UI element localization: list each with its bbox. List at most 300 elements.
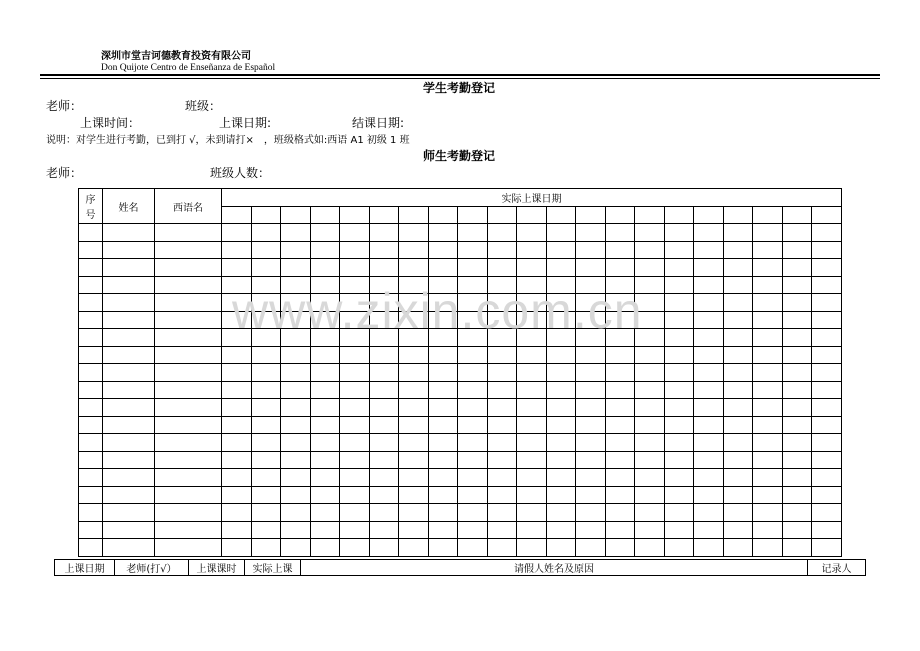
table-cell xyxy=(399,521,429,539)
table-cell xyxy=(369,241,399,259)
leave-header-row xyxy=(55,560,866,576)
table-cell xyxy=(369,416,399,434)
table-cell xyxy=(694,416,724,434)
table-cell xyxy=(310,399,340,417)
table-cell xyxy=(664,259,694,277)
table-cell xyxy=(281,364,311,382)
table-cell xyxy=(428,539,458,557)
date-cell xyxy=(546,206,576,224)
table-cell xyxy=(458,416,488,434)
table-cell xyxy=(782,346,812,364)
table-cell xyxy=(605,224,635,242)
table-cell xyxy=(399,241,429,259)
table-cell xyxy=(310,434,340,452)
table-cell xyxy=(723,539,753,557)
table-cell xyxy=(79,294,103,312)
table-cell xyxy=(428,399,458,417)
table-cell xyxy=(753,364,783,382)
table-cell xyxy=(753,399,783,417)
table-cell xyxy=(458,451,488,469)
table-cell xyxy=(369,451,399,469)
table-cell xyxy=(428,416,458,434)
teacher-student-attendance-title: 师生考勤登记 xyxy=(423,149,496,163)
table-cell xyxy=(310,504,340,522)
table-cell xyxy=(222,259,252,277)
table-cell xyxy=(340,259,370,277)
table-cell xyxy=(79,434,103,452)
table-cell xyxy=(281,451,311,469)
table-cell xyxy=(103,381,155,399)
date-cell xyxy=(782,206,812,224)
table-cell xyxy=(546,451,576,469)
table-cell xyxy=(782,521,812,539)
table-cell xyxy=(340,381,370,399)
instructions-note: 说明：对学生进行考勤，已到打 √，未到请打× ，班级格式如:西语 A1 初级 1 班 xyxy=(46,135,410,146)
table-cell xyxy=(546,241,576,259)
table-cell xyxy=(79,346,103,364)
table-cell xyxy=(517,364,547,382)
table-cell xyxy=(664,381,694,399)
table-row xyxy=(79,486,842,504)
table-row xyxy=(79,434,842,452)
table-cell xyxy=(155,539,222,557)
table-cell xyxy=(546,504,576,522)
table-cell xyxy=(753,486,783,504)
table-cell xyxy=(369,504,399,522)
table-cell xyxy=(605,416,635,434)
date-cell xyxy=(340,206,370,224)
table-cell xyxy=(369,259,399,277)
table-cell xyxy=(155,416,222,434)
table-cell xyxy=(428,346,458,364)
table-cell xyxy=(310,469,340,487)
table-cell xyxy=(340,469,370,487)
table-cell xyxy=(782,451,812,469)
date-cell xyxy=(369,206,399,224)
table-cell xyxy=(79,381,103,399)
table-cell xyxy=(428,451,458,469)
table-cell xyxy=(281,504,311,522)
table-cell xyxy=(694,276,724,294)
table-cell xyxy=(753,504,783,522)
table-cell xyxy=(576,224,606,242)
table-cell xyxy=(753,539,783,557)
table-row xyxy=(79,521,842,539)
table-row xyxy=(79,381,842,399)
table-cell xyxy=(79,451,103,469)
table-cell xyxy=(487,521,517,539)
table-cell xyxy=(487,451,517,469)
table-cell xyxy=(576,539,606,557)
table-cell xyxy=(664,276,694,294)
table-row xyxy=(79,241,842,259)
table-cell xyxy=(576,504,606,522)
table-cell xyxy=(428,364,458,382)
table-cell xyxy=(369,399,399,417)
table-cell xyxy=(723,399,753,417)
table-cell xyxy=(753,294,783,312)
table-cell xyxy=(723,241,753,259)
table-cell xyxy=(79,329,103,347)
table-cell xyxy=(340,416,370,434)
table-cell xyxy=(222,539,252,557)
table-cell xyxy=(753,381,783,399)
table-cell xyxy=(635,416,665,434)
table-cell xyxy=(155,399,222,417)
table-cell xyxy=(664,241,694,259)
table-cell xyxy=(487,224,517,242)
table-cell xyxy=(635,469,665,487)
table-cell xyxy=(635,259,665,277)
table-cell xyxy=(103,504,155,522)
table-cell xyxy=(723,381,753,399)
table-cell xyxy=(369,469,399,487)
table-cell xyxy=(723,469,753,487)
table-cell xyxy=(605,381,635,399)
table-cell xyxy=(340,451,370,469)
table-cell xyxy=(694,469,724,487)
table-cell xyxy=(251,416,281,434)
table-cell xyxy=(812,399,842,417)
table-cell xyxy=(103,521,155,539)
table-cell xyxy=(79,399,103,417)
leave-col-teacher-check: 老师(打√） xyxy=(115,560,189,576)
table-cell xyxy=(487,346,517,364)
table-cell xyxy=(340,399,370,417)
table-cell xyxy=(281,241,311,259)
teacher-label: 老师： xyxy=(46,99,83,113)
table-cell xyxy=(753,241,783,259)
table-cell xyxy=(369,364,399,382)
table-cell xyxy=(79,504,103,522)
table-cell xyxy=(576,521,606,539)
table-cell xyxy=(79,224,103,242)
table-cell xyxy=(723,276,753,294)
class-label: 班级： xyxy=(185,99,222,113)
table-cell xyxy=(251,346,281,364)
table-cell xyxy=(753,311,783,329)
table-cell xyxy=(723,521,753,539)
table-cell xyxy=(546,259,576,277)
table-cell xyxy=(399,259,429,277)
table-cell xyxy=(428,434,458,452)
table-cell xyxy=(694,259,724,277)
table-cell xyxy=(399,399,429,417)
table-cell xyxy=(458,259,488,277)
table-cell xyxy=(812,346,842,364)
col-header-no: 序 号 xyxy=(79,189,103,224)
table-cell xyxy=(369,346,399,364)
table-cell xyxy=(222,224,252,242)
table-cell xyxy=(605,486,635,504)
table-cell xyxy=(576,381,606,399)
table-cell xyxy=(753,451,783,469)
table-cell xyxy=(723,329,753,347)
leave-record-table xyxy=(54,559,866,576)
table-cell xyxy=(605,346,635,364)
table-cell xyxy=(546,434,576,452)
leave-col-date: 上课日期 xyxy=(55,560,115,576)
table-cell xyxy=(399,451,429,469)
table-cell xyxy=(155,259,222,277)
leave-col-recorder: 记录人 xyxy=(808,560,866,576)
table-cell xyxy=(487,416,517,434)
table-cell xyxy=(664,486,694,504)
table-cell xyxy=(487,539,517,557)
table-cell xyxy=(753,259,783,277)
table-cell xyxy=(605,259,635,277)
table-cell xyxy=(103,294,155,312)
table-cell xyxy=(753,329,783,347)
table-cell xyxy=(694,521,724,539)
table-cell xyxy=(155,329,222,347)
table-cell xyxy=(487,259,517,277)
table-cell xyxy=(155,311,222,329)
leave-col-actual: 实际上课 xyxy=(245,560,301,576)
table-cell xyxy=(517,521,547,539)
table-cell xyxy=(487,504,517,522)
table-cell xyxy=(664,329,694,347)
table-cell xyxy=(103,434,155,452)
table-cell xyxy=(428,486,458,504)
table-cell xyxy=(723,294,753,312)
table-cell xyxy=(103,364,155,382)
table-cell xyxy=(605,241,635,259)
table-cell xyxy=(664,294,694,312)
table-cell xyxy=(399,504,429,522)
table-cell xyxy=(782,399,812,417)
table-cell xyxy=(576,346,606,364)
table-cell xyxy=(310,381,340,399)
table-cell xyxy=(812,364,842,382)
table-cell xyxy=(812,276,842,294)
table-cell xyxy=(782,539,812,557)
table-cell xyxy=(635,346,665,364)
table-cell xyxy=(694,539,724,557)
table-cell xyxy=(635,434,665,452)
table-cell xyxy=(635,399,665,417)
table-cell xyxy=(458,521,488,539)
table-cell xyxy=(458,504,488,522)
table-cell xyxy=(428,521,458,539)
table-cell xyxy=(635,241,665,259)
date-cell xyxy=(753,206,783,224)
table-cell xyxy=(79,259,103,277)
table-cell xyxy=(399,381,429,399)
table-cell xyxy=(222,521,252,539)
table-cell xyxy=(723,346,753,364)
table-cell xyxy=(605,434,635,452)
table-cell xyxy=(664,504,694,522)
table-cell xyxy=(546,416,576,434)
table-cell xyxy=(812,539,842,557)
table-cell xyxy=(546,381,576,399)
table-cell xyxy=(458,469,488,487)
table-cell xyxy=(487,241,517,259)
table-cell xyxy=(340,346,370,364)
table-cell xyxy=(723,504,753,522)
table-cell xyxy=(782,276,812,294)
table-cell xyxy=(517,399,547,417)
table-cell xyxy=(399,224,429,242)
table-cell xyxy=(782,416,812,434)
table-header-row-1 xyxy=(79,189,842,207)
table-cell xyxy=(605,469,635,487)
table-cell xyxy=(694,486,724,504)
table-cell xyxy=(428,224,458,242)
table-cell xyxy=(79,311,103,329)
date-cell xyxy=(812,206,842,224)
table-cell xyxy=(517,224,547,242)
table-cell xyxy=(812,451,842,469)
table-cell xyxy=(428,469,458,487)
table-cell xyxy=(103,329,155,347)
table-cell xyxy=(694,294,724,312)
table-cell xyxy=(576,486,606,504)
table-cell xyxy=(155,504,222,522)
date-cell xyxy=(310,206,340,224)
table-cell xyxy=(222,416,252,434)
table-cell xyxy=(546,486,576,504)
table-cell xyxy=(310,486,340,504)
date-cell xyxy=(487,206,517,224)
table-cell xyxy=(281,346,311,364)
table-cell xyxy=(103,469,155,487)
table-cell xyxy=(576,434,606,452)
table-cell xyxy=(664,399,694,417)
date-cell xyxy=(251,206,281,224)
date-cell xyxy=(399,206,429,224)
table-cell xyxy=(546,469,576,487)
table-cell xyxy=(782,224,812,242)
table-cell xyxy=(487,434,517,452)
company-name-es: Don Quijote Centro de Enseñanza de Español xyxy=(101,63,276,73)
table-cell xyxy=(664,451,694,469)
table-cell xyxy=(694,241,724,259)
table-cell xyxy=(458,364,488,382)
table-cell xyxy=(251,451,281,469)
table-cell xyxy=(812,469,842,487)
table-cell xyxy=(103,259,155,277)
table-cell xyxy=(251,241,281,259)
table-cell xyxy=(281,259,311,277)
table-cell xyxy=(155,364,222,382)
table-cell xyxy=(546,224,576,242)
table-cell xyxy=(155,294,222,312)
table-cell xyxy=(155,434,222,452)
table-row xyxy=(79,416,842,434)
table-cell xyxy=(723,259,753,277)
table-cell xyxy=(155,224,222,242)
table-cell xyxy=(251,224,281,242)
table-cell xyxy=(517,346,547,364)
table-cell xyxy=(782,259,812,277)
start-date-label: 上课日期: xyxy=(219,116,272,130)
table-cell xyxy=(340,504,370,522)
date-cell xyxy=(635,206,665,224)
table-cell xyxy=(79,276,103,294)
table-cell xyxy=(723,311,753,329)
table-cell xyxy=(664,469,694,487)
table-cell xyxy=(103,346,155,364)
table-cell xyxy=(664,364,694,382)
table-cell xyxy=(369,521,399,539)
table-cell xyxy=(694,346,724,364)
table-cell xyxy=(576,451,606,469)
table-cell xyxy=(782,241,812,259)
table-cell xyxy=(812,416,842,434)
table-cell xyxy=(428,259,458,277)
table-row xyxy=(79,224,842,242)
table-cell xyxy=(222,381,252,399)
table-cell xyxy=(310,364,340,382)
table-cell xyxy=(694,224,724,242)
table-cell xyxy=(546,521,576,539)
table-cell xyxy=(399,364,429,382)
table-cell xyxy=(281,416,311,434)
table-cell xyxy=(664,346,694,364)
table-cell xyxy=(428,381,458,399)
table-cell xyxy=(487,399,517,417)
table-row xyxy=(79,451,842,469)
table-cell xyxy=(340,224,370,242)
date-cell xyxy=(664,206,694,224)
table-cell xyxy=(251,364,281,382)
table-cell xyxy=(79,539,103,557)
table-cell xyxy=(281,381,311,399)
table-cell xyxy=(723,451,753,469)
table-cell xyxy=(251,539,281,557)
table-cell xyxy=(605,451,635,469)
table-cell xyxy=(723,224,753,242)
table-cell xyxy=(605,399,635,417)
table-cell xyxy=(812,311,842,329)
table-cell xyxy=(369,434,399,452)
table-cell xyxy=(782,469,812,487)
table-cell xyxy=(340,539,370,557)
table-cell xyxy=(155,276,222,294)
date-cell xyxy=(694,206,724,224)
table-cell xyxy=(782,311,812,329)
table-cell xyxy=(155,241,222,259)
table-row xyxy=(79,399,842,417)
table-cell xyxy=(79,364,103,382)
table-cell xyxy=(222,434,252,452)
table-cell xyxy=(251,521,281,539)
table-cell xyxy=(694,399,724,417)
table-cell xyxy=(155,451,222,469)
col-header-dates: 实际上课日期 xyxy=(222,189,842,207)
table-cell xyxy=(251,486,281,504)
table-cell xyxy=(251,469,281,487)
table-cell xyxy=(782,486,812,504)
student-attendance-title: 学生考勤登记 xyxy=(423,81,496,95)
table-cell xyxy=(753,521,783,539)
table-cell xyxy=(428,241,458,259)
table-cell xyxy=(310,521,340,539)
table-cell xyxy=(517,469,547,487)
table-cell xyxy=(251,504,281,522)
table-cell xyxy=(399,469,429,487)
table-cell xyxy=(576,364,606,382)
date-cell xyxy=(281,206,311,224)
table-cell xyxy=(369,381,399,399)
watermark: www.zixin.com.cn xyxy=(232,283,643,339)
table-cell xyxy=(694,504,724,522)
table-cell xyxy=(753,416,783,434)
table-cell xyxy=(487,469,517,487)
table-cell xyxy=(340,434,370,452)
